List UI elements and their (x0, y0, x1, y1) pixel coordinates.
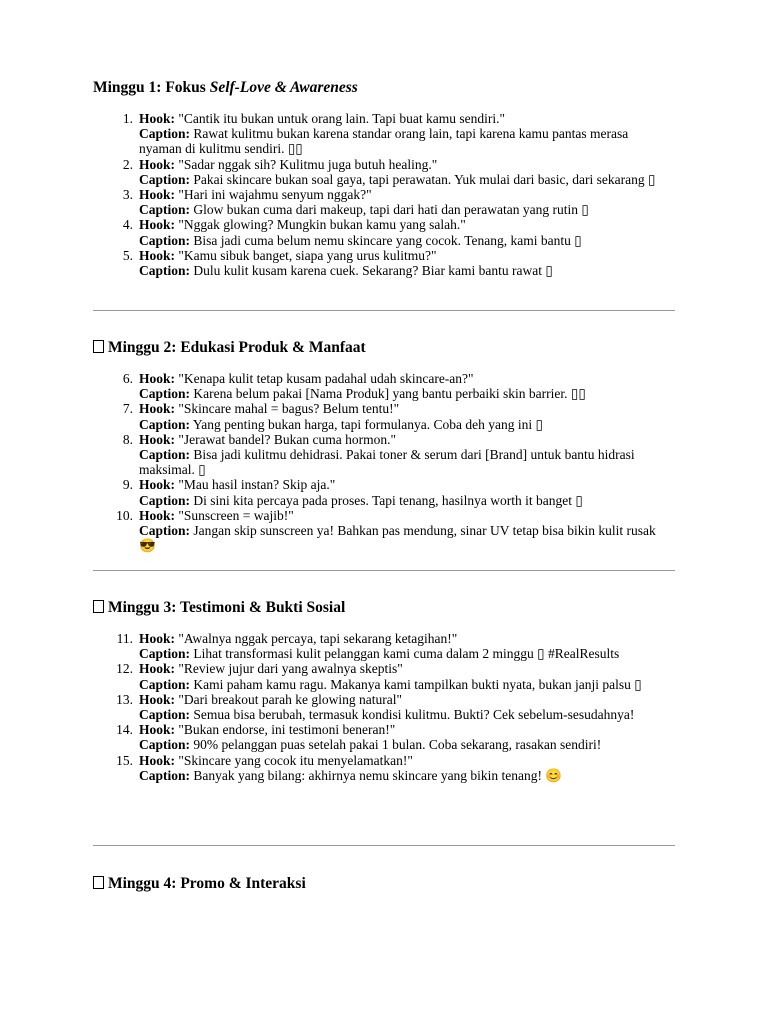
hook-label: Hook: (139, 111, 176, 126)
section-heading (93, 339, 366, 357)
item-number: 6. (122, 371, 133, 386)
hook-text: "Skincare mahal = bagus? Belum tentu!" (178, 401, 400, 417)
section-divider (93, 845, 675, 846)
caption-text: Di sini kita percaya pada proses. Tapi tenang, hasilnya worth it banget ▯ (193, 492, 583, 508)
heading-text: Minggu 4: Promo & Interaksi (108, 875, 306, 892)
caption-text: Pakai skincare bukan soal gaya, tapi perawatan. Yuk mulai dari basic, dari sekarang ▯ (193, 171, 656, 187)
item-number: 14. (116, 722, 133, 738)
missing-glyph-icon (93, 876, 104, 889)
list-item (93, 508, 673, 554)
hook-label: Hook: (139, 156, 176, 172)
caption-label: Caption: (139, 492, 191, 508)
hook-label: Hook: (139, 187, 176, 203)
hook-list (93, 111, 673, 278)
item-number: 8. (122, 431, 133, 447)
section-heading (93, 599, 345, 617)
hook-label: Hook: (139, 752, 176, 768)
hook-text: "Awalnya nggak percaya, tapi sekarang ketagihan!" (178, 631, 458, 646)
list-item (93, 248, 673, 278)
item-number: 1. (122, 111, 133, 126)
caption-label: Caption: (139, 171, 191, 187)
item-number: 2. (122, 156, 133, 172)
caption-label: Caption: (139, 676, 191, 692)
caption-label: Caption: (139, 386, 191, 402)
caption-text: 90% pelanggan puas setelah pakai 1 bulan. Coba sekarang, rasakan sendiri! (193, 737, 602, 753)
caption-label: Caption: (139, 416, 191, 432)
list-item (93, 371, 673, 401)
hook-label: Hook: (139, 217, 176, 233)
section-heading (93, 79, 358, 97)
caption-text: Bisa jadi cuma belum nemu skincare yang cocok. Tenang, kami bantu ▯ (193, 232, 582, 248)
hook-text: "Bukan endorse, ini testimoni beneran!" (178, 722, 396, 738)
hook-text: "Hari ini wajahmu senyum nggak?" (178, 187, 372, 203)
caption-text: Bisa jadi kulitmu dehidrasi. Pakai toner & serum dari [Brand] untuk bantu hidrasi maksimal. ▯ (139, 447, 635, 478)
caption-text: Yang penting bukan harga, tapi formulanya. Coba deh yang ini ▯ (192, 416, 543, 432)
list-item (93, 157, 673, 187)
hook-label: Hook: (139, 722, 176, 738)
caption-text: Lihat transformasi kulit pelanggan kami cuma dalam 2 minggu ▯ #RealResults (193, 646, 620, 662)
hook-label: Hook: (139, 371, 176, 386)
hook-text: "Nggak glowing? Mungkin bukan kamu yang salah." (178, 217, 466, 233)
list-item (93, 692, 673, 722)
caption-label: Caption: (139, 126, 191, 142)
item-number: 7. (122, 401, 133, 417)
heading-text: Minggu 3: Testimoni & Bukti Sosial (108, 599, 346, 616)
heading-text: Minggu 1: Fokus (93, 79, 210, 96)
caption-text: Karena belum pakai [Nama Produk] yang bantu perbaiki skin barrier. ▯▯ (193, 386, 586, 402)
caption-text: Kami paham kamu ragu. Makanya kami tampilkan bukti nyata, bukan janji palsu ▯ (193, 676, 642, 692)
hook-label: Hook: (139, 401, 176, 417)
list-item (93, 661, 673, 691)
section-divider (93, 570, 675, 571)
hook-text: "Skincare yang cocok itu menyelamatkan!" (178, 752, 413, 768)
list-item (93, 187, 673, 217)
item-number: 3. (122, 187, 133, 203)
section-heading (93, 875, 306, 893)
list-item (93, 477, 673, 507)
item-number: 12. (116, 661, 133, 677)
hook-text: "Cantik itu bukan untuk orang lain. Tapi buat kamu sendiri." (178, 111, 506, 126)
item-number: 9. (122, 477, 133, 493)
section-divider (93, 310, 675, 311)
caption-text: Jangan skip sunscreen ya! Bahkan pas mendung, sinar UV tetap bisa bikin kulit rusak 😎 (139, 523, 656, 554)
hook-text: "Jerawat bandel? Bukan cuma hormon." (178, 431, 396, 447)
item-number: 4. (122, 217, 133, 233)
item-number: 11. (116, 631, 133, 646)
hook-label: Hook: (139, 631, 176, 646)
list-item (93, 111, 673, 157)
hook-text: "Sunscreen = wajib!" (178, 507, 294, 523)
list-item (93, 217, 673, 247)
item-number: 5. (122, 247, 133, 263)
list-item (93, 631, 673, 661)
hook-text: "Kenapa kulit tetap kusam padahal udah skincare-an?" (178, 371, 474, 386)
hook-list (93, 631, 673, 783)
hook-text: "Kamu sibuk banget, siapa yang urus kulitmu?" (178, 247, 437, 263)
caption-label: Caption: (139, 232, 191, 248)
missing-glyph-icon (93, 600, 104, 613)
caption-text: Rawat kulitmu bukan karena standar orang lain, tapi karena kamu pantas merasa nyaman di kulitmu sendiri. ▯▯ (139, 126, 629, 157)
heading-text: Minggu 2: Edukasi Produk & Manfaat (108, 339, 366, 356)
hook-list (93, 371, 673, 553)
caption-text: Dulu kulit kusam karena cuek. Sekarang? Biar kami bantu rawat ▯ (193, 263, 553, 279)
list-item (93, 753, 673, 783)
caption-label: Caption: (139, 447, 191, 463)
list-item (93, 432, 673, 478)
hook-label: Hook: (139, 247, 176, 263)
hook-label: Hook: (139, 507, 176, 523)
list-item (93, 722, 673, 752)
item-number: 15. (116, 752, 133, 768)
caption-text: Glow bukan cuma dari makeup, tapi dari hati dan perawatan yang rutin ▯ (193, 202, 589, 218)
item-number: 13. (116, 691, 133, 707)
missing-glyph-icon (93, 340, 104, 353)
hook-text: "Dari breakout parah ke glowing natural" (178, 691, 402, 707)
item-number: 10. (116, 507, 133, 523)
hook-label: Hook: (139, 661, 176, 677)
hook-label: Hook: (139, 691, 176, 707)
caption-label: Caption: (139, 737, 191, 753)
hook-label: Hook: (139, 477, 176, 493)
caption-label: Caption: (139, 523, 191, 539)
heading-emphasis: Self-Love & Awareness (209, 79, 358, 96)
hook-text: "Mau hasil instan? Skip aja." (178, 477, 336, 493)
caption-label: Caption: (139, 202, 191, 218)
caption-label: Caption: (139, 646, 191, 662)
caption-text: Semua bisa berubah, termasuk kondisi kulitmu. Bukti? Cek sebelum-sesudahnya! (193, 707, 635, 723)
caption-label: Caption: (139, 707, 191, 723)
hook-text: "Sadar nggak sih? Kulitmu juga butuh healing." (178, 156, 438, 172)
hook-label: Hook: (139, 431, 176, 447)
caption-label: Caption: (139, 767, 191, 783)
caption-label: Caption: (139, 263, 191, 279)
hook-text: "Review jujur dari yang awalnya skeptis" (178, 661, 403, 677)
caption-text: Banyak yang bilang: akhirnya nemu skincare yang bikin tenang! 😊 (193, 767, 563, 783)
list-item (93, 401, 673, 431)
